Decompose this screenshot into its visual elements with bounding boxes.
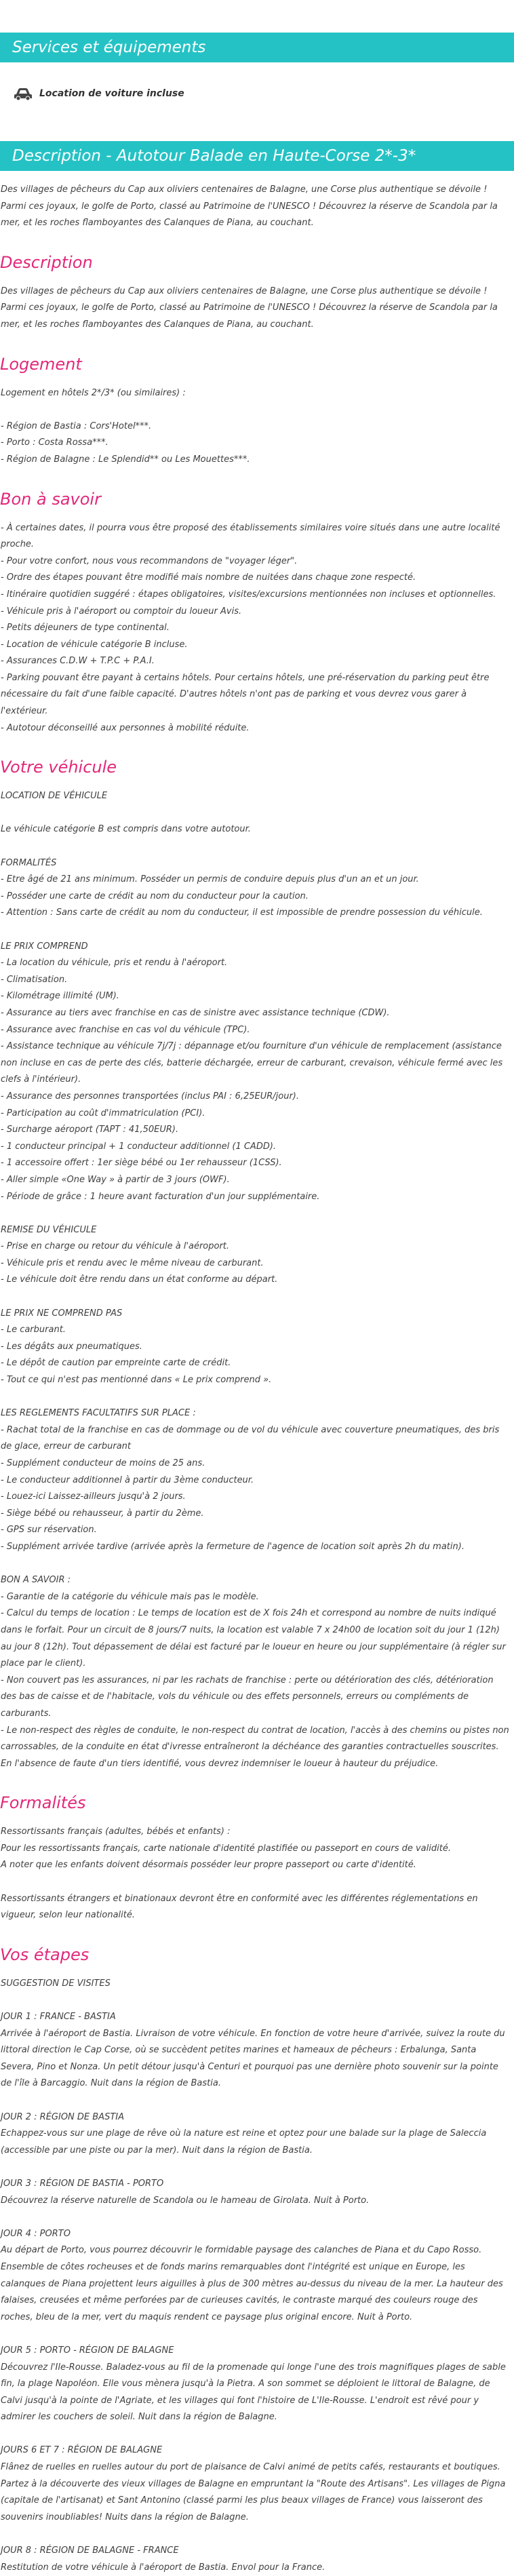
section-description bbox=[0, 251, 514, 334]
section-vehicule bbox=[0, 756, 514, 1772]
formalites-title: Formalités bbox=[0, 1793, 86, 1813]
section-logement bbox=[0, 353, 514, 469]
equipment-item bbox=[0, 79, 514, 109]
etapes-text: SUGGESTION DE VISITES JOUR 1 : FRANCE - BASTIA Arrivée à l'aéroport de Bastia. Livraison de votre véhicule. En fonction de votre heure d'arrivée, suivez la route du littoral direction le Cap Corse, où se succèdent petites marines et hameaux de pêcheurs : Erbalunga, Santa Severa, Pino et Nonza. Un petit détour jusqu'à Centuri et pourquoi pas une dernière photo souvenir sur la pointe de l'île à Barcaggio. Nuit dans la région de Bastia. JOUR 2 : RÉGION DE BASTIA Echappez-vous sur une plage de rêve où la nature est reine et optez pour une balade sur la plage de Saleccia (accessible par une piste ou par la mer). Nuit dans la région de Bastia. JOUR 3 : RÉGION DE BASTIA - PORTO Découvrez la réserve naturelle de Scandola ou le hameau de Girolata. Nuit à Porto. JOUR 4 : PORTO Au départ de Porto, vous pourrez découvrir le formidable paysage des calanches de Piana et du Capo Rosso. Ensemble de côtes rocheuses et de fonds marins remarquables dont l'intégrité est unique en Europe, les calanques de Piana projettent leurs aiguilles à plus de 300 mètres au-dessus du niveau de la mer. La hauteur des falaises, creusées et même perforées par de curieuses cavités, le contraste marqué des couleurs rouge des roches, bleu de la mer, vert du maquis rendent ce paysage plus original encore. Nuit à Porto. JOUR 5 : PORTO - RÉGION DE BALAGNE Découvrez l'Ile-Rousse. Baladez-vous au fil de la promenade qui longe l'une des trois magnifiques plages de sable fin, la plage Napoléon. Elle vous mènera jusqu'à la Pietra. A son sommet se déploient le littoral de Balagne, de Calvi jusqu'à la pointe de l'Agriate, et les villages qui font l'histoire de L'Ile-Rousse. L'endroit est rêvé pour y admirer les couchers de soleil. Nuit dans la région de Balagne. JOURS 6 ET 7 : RÉGION DE BALAGNE Flânez de ruelles en ruelles autour du port de plaisance de Calvi animé de petits cafés, restaurants et boutiques. Partez à la découverte des vieux villages de Balagne en empruntant la "Route des Artisans". Les villages de Pigna (capitale de l'artisanat) et Sant Antonino (classé parmi les plus beaux villages de France) vous laisseront des souvenirs inoubliables! Nuits dans la région de Balagne. JOUR 8 : RÉGION DE BALAGNE - FRANCE Restitution de votre véhicule à l'aéroport de Bastia. Envol pour la France. bbox=[1, 1978, 506, 2573]
description-band-title: Description - Autotour Balade en Haute-Corse 2*-3* bbox=[0, 141, 514, 171]
vehicule-text: LOCATION DE VÉHICULE Le véhicule catégorie B est compris dans votre autotour. FORMALITÉS - Etre âgé de 21 ans minimum. Posséder un permis de conduire depuis plus d'un an et un jour. - Posséder une carte de crédit au nom du conducteur pour la caution. - Attention : Sans carte de crédit au nom du conducteur, il est impossible de prendre possession du véhicule. LE PRIX COMPREND - La location du véhicule, pris et rendu à l'aéroport. - Climatisation. - Kilométrage illimité (UM). - Assurance au tiers avec franchise en cas de sinistre avec assistance technique (CDW). - Assurance avec franchise en cas vol du véhicule (TPC). - Assistance technique au véhicule 7j/7j : dépannage et/ou fourniture d'un véhicule de remplacement (assistance non incluse en cas de perte des clés, batterie déchargée, erreur de carburant, crevaison, véhicule fermé avec les clefs à l'intérieur). - Assurance des personnes transportées (inclus PAI : 6,25EUR/jour). - Participation au coût d'immatriculation (PCI). - Surcharge aéroport (TAPT : 41,50EUR). - 1 conducteur principal + 1 conducteur additionnel (1 CADD). - 1 accessoire offert : 1er siège bébé ou 1er rehausseur (1CSS). - Aller simple «One Way » à partir de 3 jours (OWF). - Période de grâce : 1 heure avant facturation d'un jour supplémentaire. REMISE DU VÉHICULE - Prise en charge ou retour du véhicule à l'aéroport. - Véhicule pris et rendu avec le même niveau de carburant. - Le véhicule doit être rendu dans un état conforme au départ. LE PRIX NE COMPREND PAS - Le carburant. - Les dégâts aux pneumatiques. - Le dépôt de caution par empreinte carte de crédit. - Tout ce qui n'est pas mentionné dans « Le prix comprend ». LES REGLEMENTS FACULTATIFS SUR PLACE : - Rachat total de la franchise en cas de dommage ou de vol du véhicule avec couverture pneumatiques, des bris de glace, erreur de carburant - Supplément conducteur de moins de 25 ans. - Le conducteur additionnel à partir du 3ème conducteur. - Louez-ici Laissez-ailleurs jusqu'à 2 jours. - Siège bébé ou rehausseur, à partir du 2ème. - GPS sur réservation. - Supplément arrivée tardive (arrivée après la fermeture de l'agence de location soit après 2h du matin). BON A SAVOIR : - Garantie de la catégorie du véhicule mais pas le modèle. - Calcul du temps de location : Le temps de location est de X fois 24h et correspond au nombre de nuits indiqué dans le forfait. Pour un circuit de 8 jours/7 nuits, la location est valable 7 x 24h00 de location soit du jour 1 (12h) au jour 8 (12h). Tout dépassement de délai est facturé par le loueur en heure ou jour supplémentaire (à régler sur place par le client). - Non couvert pas les assurances, ni par les rachats de franchise : perte ou détérioration des clés, détérioration des bas de caisse et de l'habitacle, vols du véhicule ou des effets personnels, erreurs ou compléments de carburants. - Le non-respect des règles de conduite, le non-respect du contrat de location, l'accès à des chemins ou pistes non carrossables, de la conduite en état d'ivresse entraîneront la déchéance des garanties contractuelles souscrites. En l'absence de faute d'un tiers identifié, vous devrez indemniser le loueur à hauteur du préjudice. bbox=[1, 791, 509, 1769]
bon-a-savoir-text: - À certaines dates, il pourra vous être proposé des établissements similaires voire situés dans une autre localité proche. - Pour votre confort, nous vous recommandons de "voyager léger". - Ordre des étapes pouvant être modifié mais nombre de nuitées dans chaque zone respecté. - Itinéraire quotidien suggéré : étapes obligatoires, visites/excursions mentionnées non incluses et optionnelles. - Véhicule pris à l'aéroport ou comptoir du loueur Avis. - Petits déjeuners de type continental. - Location de véhicule catégorie B incluse. - Assurances C.D.W + T.P.C + P.A.I. - Parking pouvant être payant à certains hôtels. Pour certains hôtels, une pré-réservation du parking peut être nécessaire du fait d'une faible capacité. D'autres hôtels n'ont pas de parking et vous devrez vous garer à l'extérieur. - Autotour déconseillé aux personnes à mobilité réduite. bbox=[1, 522, 500, 733]
description-text: Des villages de pêcheurs du Cap aux oliviers centenaires de Balagne, une Corse plus authentique se dévoile ! Parmi ces joyaux, le golfe de Porto, classé au Patrimoine de l'UNESCO ! Découvrez la réserve de Scandola par la mer, et les roches flamboyantes des Calanques de Piana, au couchant. bbox=[1, 286, 498, 330]
section-formalites bbox=[0, 1791, 514, 1924]
formalites-text: Ressortissants français (adultes, bébés et enfants) : Pour les ressortissants français, carte nationale d'identité plastifiée ou passeport en cours de validité. A noter que les enfants doivent désormais posséder leur propre passeport ou carte d'identité. Ressortissants étrangers et binationaux devront être en conformité avec les différentes réglementations en vigueur, selon leur nationalité. bbox=[1, 1827, 478, 1921]
car-icon bbox=[14, 86, 33, 101]
section-etapes bbox=[0, 1943, 514, 2576]
description-title: Description bbox=[0, 252, 93, 272]
section-bon-a-savoir bbox=[0, 488, 514, 737]
intro-text: Des villages de pêcheurs du Cap aux oliviers centenaires de Balagne, une Corse plus authentique se dévoile ! Parmi ces joyaux, le golfe de Porto, classé au Patrimoine de l'UNESCO ! Découvrez la réserve de Scandola par la mer, et les roches flamboyantes des Calanques de Piana, au couchant. bbox=[1, 184, 498, 229]
equipment-label: Location de voiture incluse bbox=[39, 88, 184, 99]
services-heading: Services et équipements bbox=[0, 33, 514, 62]
logement-title: Logement bbox=[0, 354, 82, 374]
etapes-title: Vos étapes bbox=[0, 1945, 90, 1964]
logement-text: Logement en hôtels 2*/3* (ou similaires) : - Région de Bastia : Cors'Hotel***. - Porto : Costa Rossa***. - Région de Balagne : Le Splendid** ou Les Mouettes***. bbox=[1, 387, 250, 465]
vehicule-title: Votre véhicule bbox=[0, 758, 117, 777]
bon-a-savoir-title: Bon à savoir bbox=[0, 489, 101, 509]
